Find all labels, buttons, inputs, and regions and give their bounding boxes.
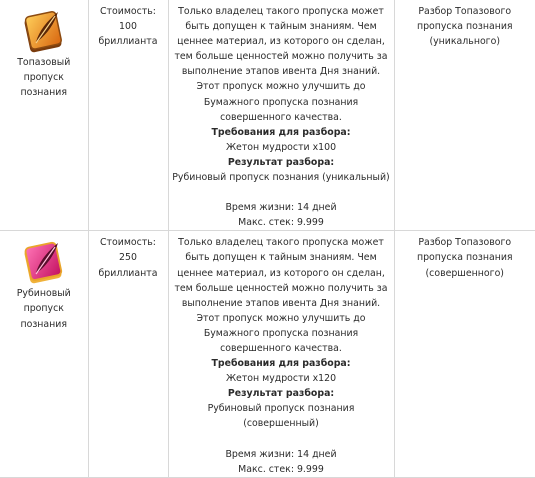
table-row	[0, 231, 535, 477]
result-value: Рубиновый пропуск познания (уникальный)	[172, 172, 390, 184]
disassembly-text: Разбор Топазового пропуска познания (совершенного)	[416, 237, 513, 279]
max-stack-text: Макс. стек: 9.999	[238, 217, 324, 229]
upgrade-note: Этот пропуск можно улучшить до Бумажного пропуска познания совершенного качества.	[196, 81, 366, 123]
cost-value: 250 бриллианта	[98, 252, 158, 279]
lifetime-text: Время жизни: 14 дней	[225, 202, 337, 214]
cost-cell	[88, 231, 168, 477]
cost-label: Стоимость:	[100, 237, 156, 249]
disassembly-cell	[394, 0, 535, 231]
lifetime-text: Время жизни: 14 дней	[225, 448, 337, 460]
cost-cell	[88, 0, 168, 231]
item-cell	[0, 231, 88, 477]
description-text: Только владелец такого пропуска может быть допущен к тайным знаниям. Чем ценнее материал, из которого он сделан, тем больше ценностей можно получить за выполнение этапов ивента Дня знаний.	[174, 237, 388, 309]
item-cell	[0, 0, 88, 231]
upgrade-note: Этот пропуск можно улучшить до Бумажного пропуска познания совершенного качества.	[196, 312, 366, 354]
result-label: Результат разбора:	[227, 388, 335, 400]
table-row	[0, 0, 535, 231]
requirements-value: Жетон мудрости х100	[225, 141, 337, 153]
max-stack-text: Макс. стек: 9.999	[238, 463, 324, 475]
requirements-label: Требования для разбора:	[211, 358, 351, 370]
result-label: Результат разбора:	[227, 156, 335, 168]
cost-value: 100 бриллианта	[98, 21, 158, 48]
result-value: Рубиновый пропуск познания (совершенный)	[207, 403, 355, 430]
topaz-quill-scroll-icon	[21, 4, 67, 54]
description-text: Только владелец такого пропуска может быть допущен к тайным знаниям. Чем ценнее материал, из которого он сделан, тем больше ценностей можно получить за выполнение этапов ивента Дня знаний.	[174, 6, 388, 78]
requirements-value: Жетон мудрости х120	[225, 373, 337, 385]
ruby-quill-scroll-icon	[21, 235, 67, 285]
cost-label: Стоимость:	[100, 6, 156, 17]
disassembly-cell	[394, 231, 535, 477]
disassembly-text: Разбор Топазового пропуска познания (уникального)	[416, 6, 513, 48]
requirements-label: Требования для разбора:	[211, 126, 351, 138]
description-cell	[168, 0, 394, 231]
item-name: Рубиновый пропуск познания	[16, 288, 71, 330]
item-name: Топазовый пропуск познания	[17, 57, 71, 99]
description-cell	[168, 231, 394, 477]
